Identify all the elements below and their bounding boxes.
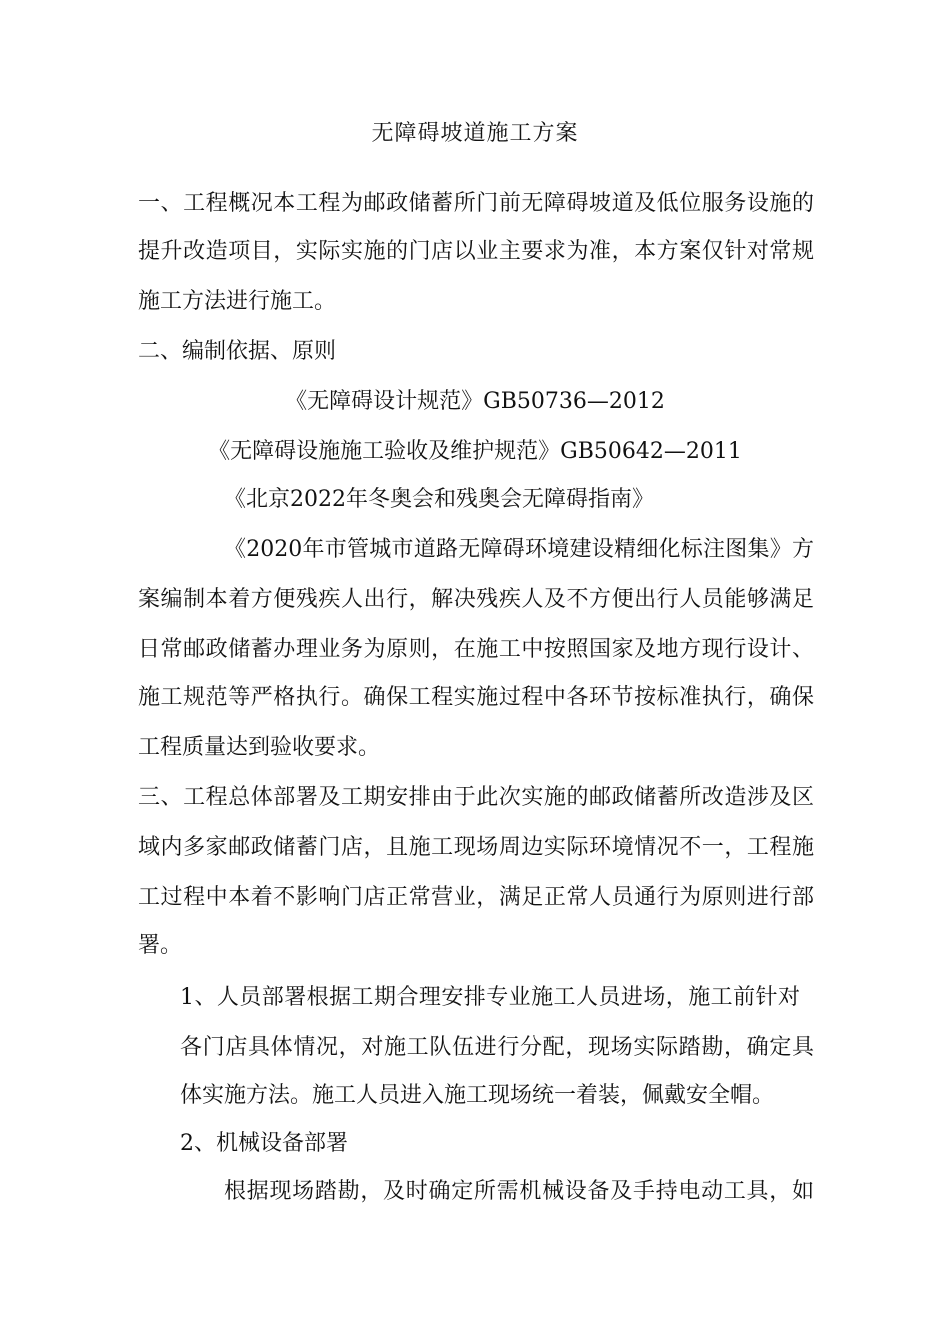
subsection-2-heading: 2、机械设备部署 [180,1131,348,1156]
document-title: 无障碍坡道施工方案 [371,121,579,146]
section-1-line-1: 一、工程概况本工程为邮政储蓄所门前无障碍坡道及低位服务设施的 [138,191,814,216]
section-3-line-1: 三、工程总体部署及工期安排由于此次实施的邮政储蓄所改造涉及区 [138,785,814,810]
subsection-1-line-1: 1、人员部署根据工期合理安排专业施工人员进场，施工前针对 [180,985,800,1010]
section-3-line-4: 署。 [138,933,183,958]
reference-3: 《北京2022年冬奥会和残奥会无障碍指南》 [224,487,654,512]
subsection-1-line-2: 各门店具体情况，对施工队伍进行分配，现场实际踏勘，确定具 [180,1035,814,1060]
section-3-line-3: 工过程中本着不影响门店正常营业，满足正常人员通行为原则进行部 [138,885,814,910]
section-1-line-3: 施工方法进行施工。 [138,289,337,314]
reference-4: 《2020年市管城市道路无障碍环境建设精细化标注图集》方 [224,537,814,562]
reference-1: 《无障碍设计规范》GB50736—2012 [285,389,665,414]
section-2-paragraph-line-2: 日常邮政储蓄办理业务为原则，在施工中按照国家及地方现行设计、 [138,637,814,662]
section-1-line-2: 提升改造项目，实际实施的门店以业主要求为准，本方案仅针对常规 [138,239,814,264]
section-2-paragraph-line-3: 施工规范等严格执行。确保工程实施过程中各环节按标准执行，确保 [138,685,814,710]
section-2-paragraph-line-1: 案编制本着方便残疾人出行，解决残疾人及不方便出行人员能够满足 [138,587,814,612]
section-2-paragraph-line-4: 工程质量达到验收要求。 [138,735,381,760]
subsection-2-line-1: 根据现场踏勘，及时确定所需机械设备及手持电动工具，如 [224,1179,814,1204]
section-2-heading: 二、编制依据、原则 [138,339,337,364]
section-3-line-2: 域内多家邮政储蓄门店，且施工现场周边实际环境情况不一，工程施 [138,835,814,860]
subsection-1-line-3: 体实施方法。施工人员进入施工现场统一着装，佩戴安全帽。 [180,1083,775,1108]
reference-2: 《无障碍设施施工验收及维护规范》GB50642—2011 [208,439,742,464]
